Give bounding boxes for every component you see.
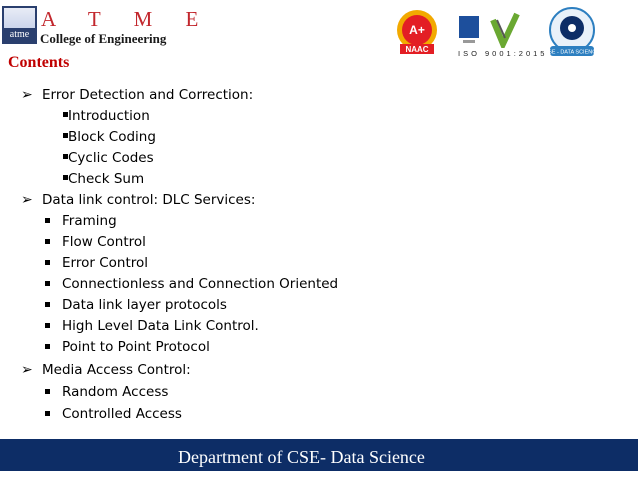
list-item: Connectionless and Connection Oriented [62, 276, 339, 292]
list-item: Introduction [63, 107, 150, 125]
list-item: Check Sum [63, 170, 144, 188]
square-bullet-icon [45, 239, 50, 244]
list-item: Framing [62, 213, 117, 229]
naac-badge-icon [392, 8, 442, 56]
seal-text: CSE - DATA SCIENCE [544, 49, 600, 56]
iso-text: ISO 9001:2015 [458, 49, 548, 58]
square-bullet-icon [45, 260, 50, 265]
list-item: Flow Control [62, 234, 146, 250]
arrow-bullet-icon: ➢ [21, 191, 33, 207]
logo-text: atme [4, 28, 35, 42]
department-seal-icon [544, 6, 600, 58]
square-bullet-icon [45, 323, 50, 328]
brand-name: A T M E [41, 7, 213, 31]
college-logo [2, 6, 37, 44]
list-item: Error Control [62, 255, 148, 271]
square-bullet-icon [45, 218, 50, 223]
square-bullet-icon [45, 344, 50, 349]
square-bullet-icon [45, 302, 50, 307]
list-item: Data link layer protocols [62, 297, 227, 313]
naac-grade: A+ [409, 23, 425, 37]
arrow-bullet-icon: ➢ [21, 361, 33, 377]
list-item: Point to Point Protocol [62, 339, 210, 355]
list-item: Block Coding [63, 128, 156, 146]
naac-label: NAAC [405, 45, 429, 54]
square-bullet-icon [45, 389, 50, 394]
list-item: Error Detection and Correction: [42, 87, 254, 103]
iso-certification-icon [455, 10, 535, 48]
square-bullet-icon [45, 281, 50, 286]
list-item: Cyclic Codes [63, 149, 154, 167]
list-item: Data link control: DLC Services: [42, 192, 256, 208]
footer-bar [0, 439, 638, 471]
list-item: Media Access Control: [42, 362, 191, 378]
list-item: High Level Data Link Control. [62, 318, 259, 334]
list-item: Random Access [62, 384, 169, 400]
square-bullet-icon [45, 411, 50, 416]
arrow-bullet-icon: ➢ [21, 86, 33, 102]
list-item: Controlled Access [62, 406, 182, 422]
college-name: College of Engineering [40, 31, 167, 46]
contents-title: Contents [8, 54, 70, 71]
footer-text: Department of CSE- Data Science [178, 447, 425, 467]
